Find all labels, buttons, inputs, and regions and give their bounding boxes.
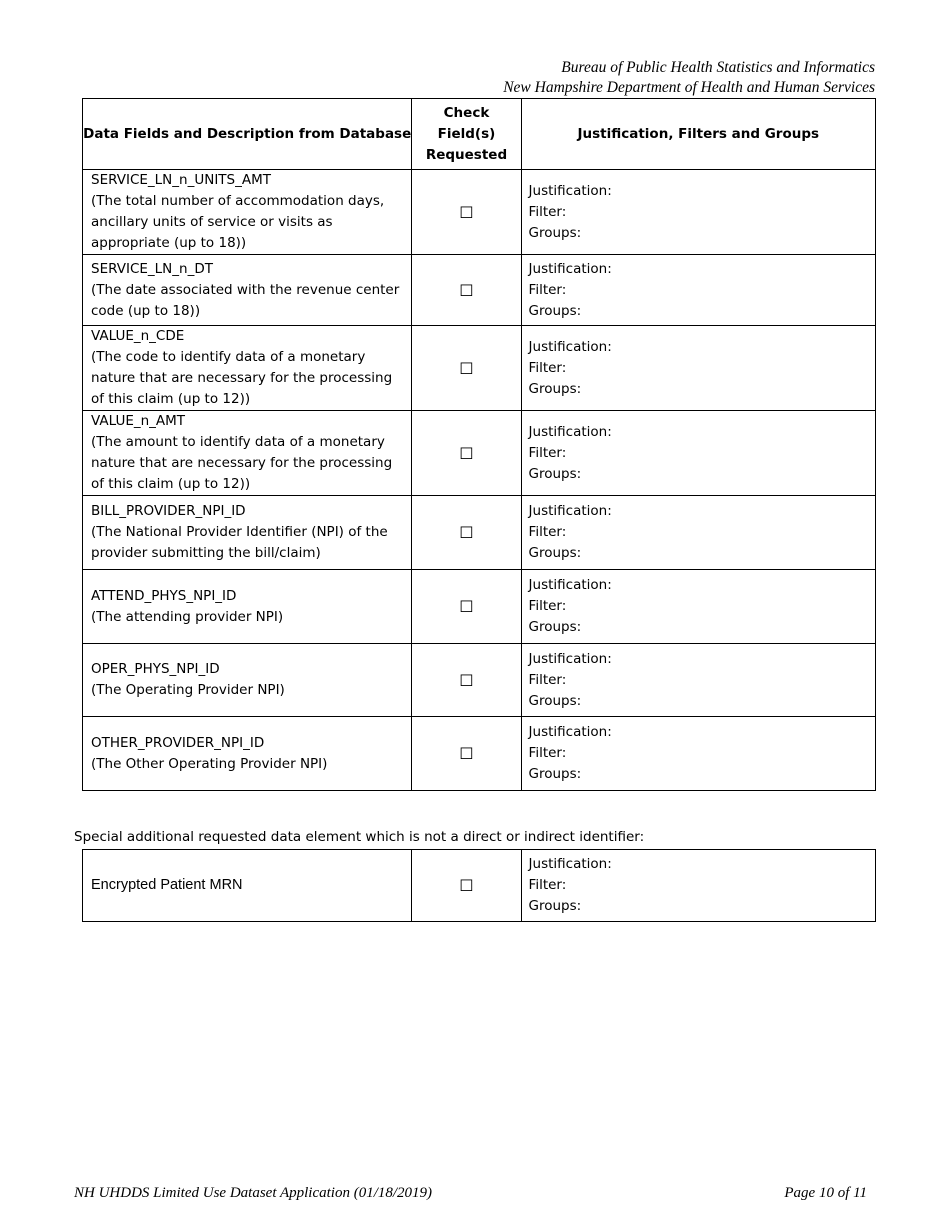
justification-cell [521,496,875,570]
justification-label: Justification: [528,856,612,872]
justification-label: Justification: [528,503,612,519]
field-name: OTHER_PROVIDER_NPI_ID [91,734,265,751]
field-request-checkbox[interactable]: ☐ [412,644,521,717]
field-description-cell [83,717,412,791]
table-row [83,496,876,570]
table-row [83,326,876,411]
field-description-cell [83,496,412,570]
filter-label: Filter: [528,524,567,540]
filter-label: Filter: [528,444,567,461]
header-justification: Justification, Filters and Groups [521,99,875,170]
header-fields: Data Fields and Description from Database [83,99,412,170]
field-description-line: of this claim (up to 12)) [91,476,251,492]
justification-label: Justification: [528,423,612,440]
field-description-line: code (up to 18)) [91,302,201,319]
header-bureau: Bureau of Public Health Statistics and Informatics [561,59,875,76]
groups-label: Groups: [528,465,582,482]
groups-label: Groups: [528,766,582,782]
field-description-line: (The date associated with the revenue center [91,281,400,298]
groups-label: Groups: [528,302,582,319]
groups-label: Groups: [528,619,582,635]
justification-label: Justification: [528,577,612,593]
field-description-cell [83,326,412,411]
field-request-checkbox[interactable]: ☐ [412,570,521,644]
field-description-line: (The Operating Provider NPI) [91,682,285,698]
filter-label: Filter: [528,745,567,761]
special-element-label: Special additional requested data element which is not a direct or indirect identifier: [74,829,645,845]
header-department: New Hampshire Department of Health and Human Services [503,79,875,96]
field-request-checkbox[interactable]: ☐ [412,326,521,411]
field-name: OPER_PHYS_NPI_ID [91,661,220,677]
field-name: BILL_PROVIDER_NPI_ID [91,503,246,519]
field-description-line: (The attending provider NPI) [91,608,284,625]
filter-label: Filter: [528,671,567,688]
field-description-cell [83,644,412,717]
field-description-cell [83,255,412,326]
field-description-line: ancillary units of service or visits as [91,214,333,230]
justification-label: Justification: [528,724,612,740]
footer-page-number: Page 10 of 11 [784,1185,867,1201]
filter-label: Filter: [528,281,567,298]
justification-cell [521,326,875,411]
justification-cell [521,644,875,717]
special-element-table [82,849,876,922]
field-description-line: nature that are necessary for the processing [91,370,393,386]
field-description-line: of this claim (up to 12)) [91,391,251,407]
field-name: SERVICE_LN_n_DT [91,260,213,277]
field-description-cell [83,411,412,496]
justification-label: Justification: [528,338,612,355]
footer-document-title: NH UHDDS Limited Use Dataset Application (01/18/2019) [74,1185,433,1201]
justification-cell [521,170,875,255]
justification-cell [521,717,875,791]
groups-label: Groups: [528,224,582,241]
justification-label: Justification: [528,650,612,667]
filter-label: Filter: [528,598,567,614]
justification-cell [521,411,875,496]
table-header-row [83,99,876,170]
groups-label: Groups: [528,545,582,561]
special-field-checkbox[interactable]: ☐ [412,850,521,922]
field-description-line: (The total number of accommodation days, [91,193,385,209]
field-name: ATTEND_PHYS_NPI_ID [91,587,237,604]
field-description-cell [83,170,412,255]
justification-cell [521,255,875,326]
field-request-checkbox[interactable]: ☐ [412,170,521,255]
field-description-cell [83,570,412,644]
field-description-line: (The National Provider Identifier (NPI) of the [91,524,388,540]
page-header [503,58,875,98]
field-request-checkbox[interactable]: ☐ [412,496,521,570]
field-description-line: (The Other Operating Provider NPI) [91,755,328,772]
table-row [83,644,876,717]
table-row [83,717,876,791]
field-description-line: provider submitting the bill/claim) [91,545,321,561]
special-justification-cell [521,850,875,922]
table-row [83,255,876,326]
filter-label: Filter: [528,203,567,220]
field-description-line: (The amount to identify data of a monetary [91,434,385,450]
field-name: VALUE_n_AMT [91,413,186,429]
field-description-line: appropriate (up to 18)) [91,235,247,251]
data-fields-table [82,98,876,791]
table-row [83,170,876,255]
special-field-name: Encrypted Patient MRN [83,850,412,922]
field-name: VALUE_n_CDE [91,328,185,344]
table-row [83,850,876,922]
field-request-checkbox[interactable]: ☐ [412,411,521,496]
justification-label: Justification: [528,182,612,199]
field-description-line: nature that are necessary for the processing [91,455,393,471]
field-request-checkbox[interactable]: ☐ [412,255,521,326]
groups-label: Groups: [528,380,582,397]
field-request-checkbox[interactable]: ☐ [412,717,521,791]
field-name: SERVICE_LN_n_UNITS_AMT [91,172,271,188]
justification-label: Justification: [528,260,612,277]
filter-label: Filter: [528,359,567,376]
table-row [83,570,876,644]
table-row [83,411,876,496]
header-check: Check Field(s) Requested [412,99,521,170]
groups-label: Groups: [528,692,582,709]
groups-label: Groups: [528,898,582,914]
filter-label: Filter: [528,877,567,893]
justification-cell [521,570,875,644]
field-description-line: (The code to identify data of a monetary [91,349,366,365]
